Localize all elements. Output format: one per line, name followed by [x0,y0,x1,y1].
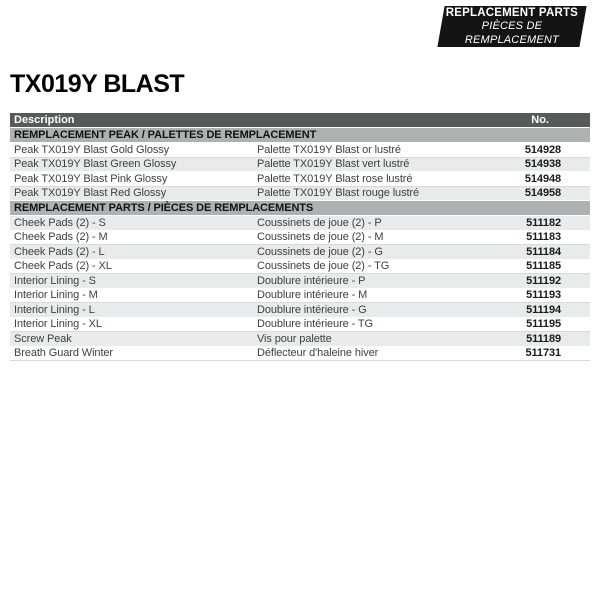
description-fr-cell: Coussinets de joue (2) - P [257,216,382,229]
table-row [10,143,590,158]
table-row [10,274,590,289]
table-header-row [10,113,590,128]
part-number-cell: 511182 [526,216,561,229]
description-en-cell: Interior Lining - XL [14,318,102,331]
description-en-cell: Peak TX019Y Blast Green Glossy [14,158,177,171]
description-fr-cell: Doublure intérieure - P [257,274,366,287]
part-number-cell: 511195 [526,318,561,331]
description-fr-cell: Vis pour palette [257,332,332,345]
description-fr-cell: Palette TX019Y Blast rouge lustré [257,187,420,200]
description-fr-cell: Coussinets de joue (2) - M [257,231,384,244]
description-fr-cell: Palette TX019Y Blast rose lustré [257,172,413,185]
description-fr-cell: Coussinets de joue (2) - G [257,245,383,258]
part-number-cell: 511192 [526,274,561,287]
description-en-cell: Peak TX019Y Blast Gold Glossy [14,143,170,156]
table-row [10,289,590,304]
table-row [10,216,590,231]
table-row [10,347,590,362]
description-en-cell: Cheek Pads (2) - M [14,231,108,244]
description-fr-cell: Coussinets de joue (2) - TG [257,260,390,273]
description-en-cell: Cheek Pads (2) - S [14,216,106,229]
table-row [10,303,590,318]
table-row [10,260,590,275]
parts-table-body [10,128,590,361]
description-en-cell: Breath Guard Winter [14,347,113,360]
description-en-cell: Screw Peak [14,332,72,345]
description-column-header: Description [14,114,75,126]
description-fr-cell: Doublure intérieure - M [257,289,368,302]
table-row [10,172,590,187]
description-en-cell: Interior Lining - M [14,289,98,302]
description-fr-cell: Doublure intérieure - TG [257,318,374,331]
description-fr-cell: Déflecteur d'haleine hiver [257,347,379,360]
description-en-cell: Peak TX019Y Blast Pink Glossy [14,172,168,185]
part-number-cell: 511193 [526,289,561,302]
badge-title-fr: PIÈCES DE REMPLACEMENT [464,19,560,46]
description-en-cell: Cheek Pads (2) - XL [14,260,112,273]
description-en-cell: Interior Lining - S [14,274,96,287]
part-number-cell: 514948 [524,172,561,185]
part-number-cell: 511194 [526,303,561,316]
badge-title-en: REPLACEMENT PARTS [445,6,579,19]
part-number-cell: 514928 [524,143,561,156]
part-number-cell: 511731 [525,347,561,360]
description-fr-cell: Doublure intérieure - G [257,303,367,316]
description-fr-cell: Palette TX019Y Blast vert lustré [257,158,410,171]
page-title: TX019Y BLAST [10,70,185,98]
table-row [10,158,590,173]
part-number-cell: 511185 [526,260,561,273]
table-row [10,332,590,347]
description-en-cell: Cheek Pads (2) - L [14,245,105,258]
description-fr-cell: Palette TX019Y Blast or lustré [257,143,401,156]
table-row [10,245,590,260]
part-number-cell: 514958 [524,187,561,200]
description-en-cell: Peak TX019Y Blast Red Glossy [14,187,167,200]
table-row [10,318,590,333]
section-header: REMPLACEMENT PEAK / PALETTES DE REMPLACEMENT [10,128,590,143]
part-number-cell: 511184 [526,245,561,258]
table-row [10,187,590,202]
number-column-header: No. [531,114,549,126]
description-en-cell: Interior Lining - L [14,303,95,316]
replacement-parts-badge-text [441,6,583,48]
replacement-parts-badge [437,6,586,47]
parts-table [10,113,590,361]
section-header: REMPLACEMENT PARTS / PIÈCES DE REMPLACEMENTS [10,201,590,216]
part-number-cell: 514938 [524,158,561,171]
part-number-cell: 511183 [526,231,561,244]
part-number-cell: 511189 [526,332,561,345]
table-row [10,231,590,246]
